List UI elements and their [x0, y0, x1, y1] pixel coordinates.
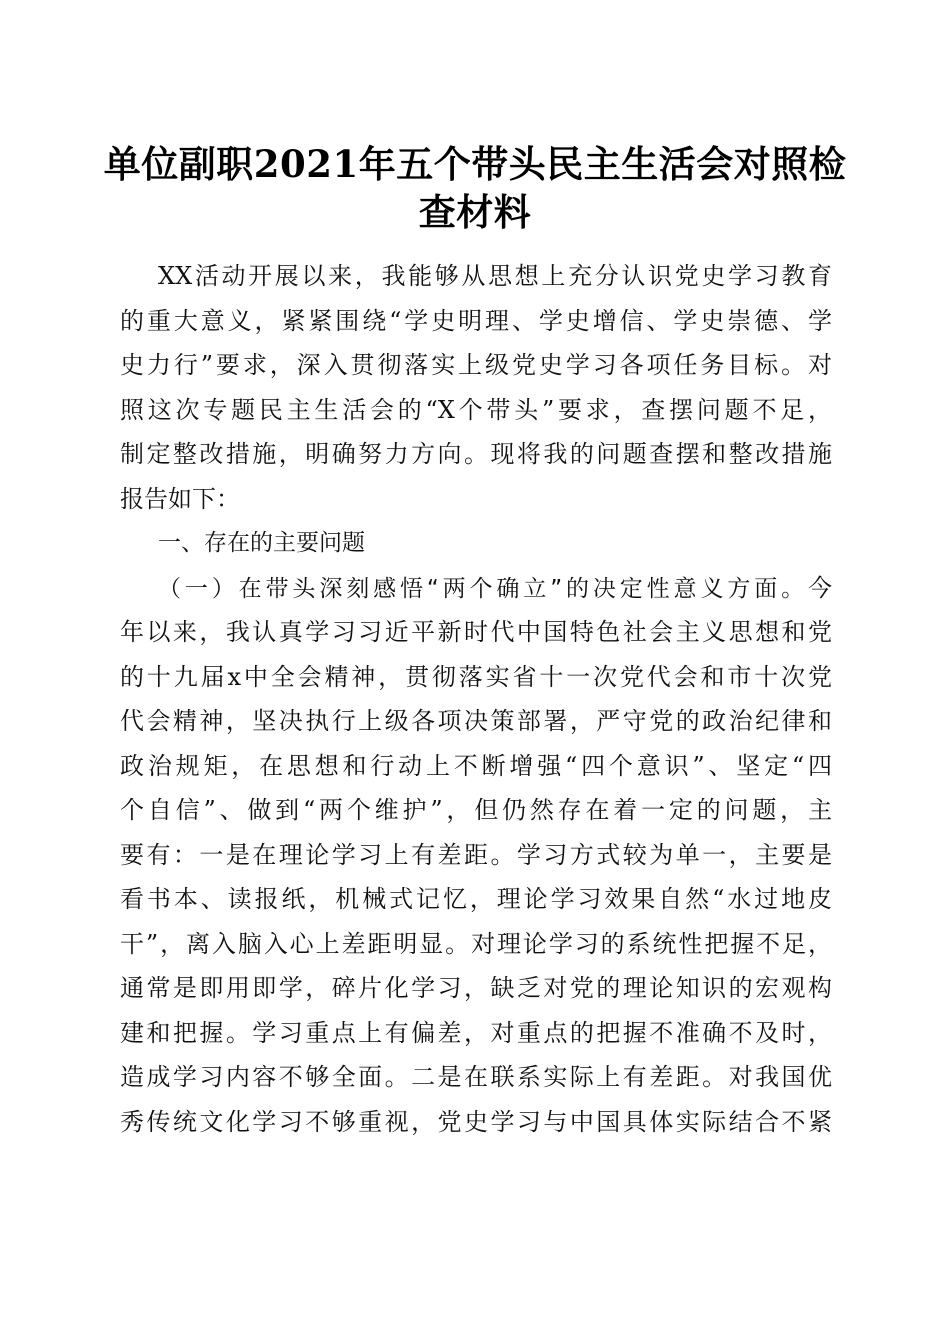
body-line: 造成学习内容不够全面。二是在联系实际上有差距。对我国优	[120, 1063, 832, 1091]
intro-line: 照这次专题民主生活会的“X个带头”要求，查摆问题不足，	[120, 395, 832, 424]
intro-line: 史力行”要求，深入贯彻落实上级党史学习各项任务目标。对	[120, 351, 832, 379]
body-line: 要有：一是在理论学习上有差距。学习方式较为单一，主要是	[120, 840, 832, 869]
title-line-2: 查材料	[418, 190, 532, 234]
section-heading: 一、存在的主要问题	[158, 530, 365, 556]
body-line: 看书本、读报纸，机械式记忆，理论学习效果自然“水过地皮	[120, 885, 832, 913]
subsection-heading: （一）在带头深刻感悟“两个确立”的决定性意义方面。	[158, 575, 808, 602]
document-title	[100, 140, 850, 236]
body-line: 通常是即用即学，碎片化学习，缺乏对党的理论知识的宏观构	[120, 974, 832, 1002]
body-line: 年以来，我认真学习习近平新时代中国特色社会主义思想和党	[120, 618, 832, 646]
intro-line: 的重大意义，紧紧围绕“学史明理、学史增信、学史崇德、学	[120, 306, 832, 335]
intro-line: XX活动开展以来，我能够从思想上充分认识党史学习教育	[158, 262, 832, 290]
body-line: 的十九届x中全会精神，贯彻落实省十一次党代会和市十次党	[120, 662, 832, 691]
subsection-first-line	[120, 566, 832, 611]
intro-line: 制定整改措施，明确努力方向。现将我的问题查摆和整改措施	[120, 440, 832, 468]
body-line: 秀传统文化学习不够重视，党史学习与中国具体实际结合不紧	[120, 1107, 832, 1136]
body-line: 政治规矩，在思想和行动上不断增强“四个意识”、坚定“四	[120, 751, 832, 780]
body-line: 干”，离入脑入心上差距明显。对理论学习的系统性把握不足，	[120, 929, 832, 958]
document-body	[120, 254, 832, 1144]
body-line: 代会精神，坚决执行上级各项决策部署，严守党的政治纪律和	[120, 707, 832, 735]
intro-line: 报告如下：	[120, 484, 240, 513]
title-line-1: 单位副职2021年五个带头民主生活会对照检	[103, 142, 847, 186]
body-line: 个自信”、做到“两个维护”，但仍然存在着一定的问题，主	[120, 796, 832, 824]
subsection-first-line-text: 今	[808, 573, 832, 602]
body-line: 建和把握。学习重点上有偏差，对重点的把握不准确不及时，	[120, 1018, 832, 1047]
